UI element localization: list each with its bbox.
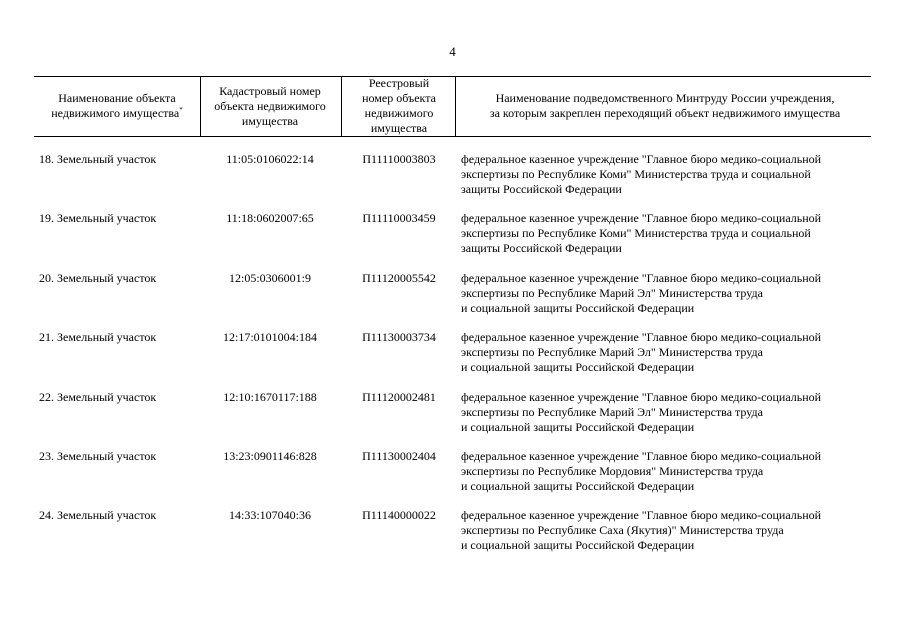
cadastral-number: 12:10:1670117:188	[223, 390, 317, 404]
institution-line: федеральное казенное учреждение "Главное бюро медико-социальной	[461, 508, 822, 522]
object-name: 19. Земельный участок	[39, 211, 157, 225]
registry-number: П11130003734	[362, 330, 436, 344]
institution-line: и социальной защиты Российской Федерации	[461, 420, 695, 434]
institution-line: защиты Российской Федерации	[461, 241, 622, 255]
cadastral-number: 12:17:0101004:184	[222, 330, 317, 344]
institution-line: экспертизы по Республике Марий Эл" Министерства труда	[461, 345, 763, 359]
table-row	[0, 271, 905, 319]
institution-line: экспертизы по Республике Коми" Министерства труда и социальной	[461, 226, 811, 240]
institution-line: экспертизы по Республике Марий Эл" Министерства труда	[461, 405, 763, 419]
header-registry-number	[344, 76, 454, 136]
institution-line: и социальной защиты Российской Федерации	[461, 479, 695, 493]
header-object-name	[34, 76, 200, 136]
institution-name	[461, 390, 871, 435]
institution-name	[461, 211, 871, 256]
institution-line: федеральное казенное учреждение "Главное бюро медико-социальной	[461, 330, 822, 344]
object-name: 21. Земельный участок	[39, 330, 157, 344]
institution-line: федеральное казенное учреждение "Главное бюро медико-социальной	[461, 211, 822, 225]
institution-line: федеральное казенное учреждение "Главное бюро медико-социальной	[461, 271, 822, 285]
registry-number: П11120002481	[362, 390, 436, 404]
institution-line: экспертизы по Республике Саха (Якутия)" Министерства труда	[461, 523, 784, 537]
cadastral-number: 12:05:0306001:9	[228, 271, 311, 285]
institution-name	[461, 152, 871, 197]
object-name: 23. Земельный участок	[39, 449, 157, 463]
header-institution-name	[459, 76, 871, 136]
institution-line: федеральное казенное учреждение "Главное бюро медико-социальной	[461, 152, 822, 166]
cadastral-number: 11:18:0602007:65	[226, 211, 314, 225]
table-header-bottom-rule	[34, 136, 871, 137]
table-row	[0, 330, 905, 378]
header-institution-line2: за которым закреплен переходящий объект недвижимого имущества	[489, 106, 841, 120]
institution-line: экспертизы по Республике Мордовия" Министерства труда	[461, 464, 764, 478]
header-registry-line1: Реестровый	[368, 76, 430, 90]
header-registry-line3: недвижимого	[364, 106, 434, 120]
header-divider	[341, 76, 342, 136]
institution-line: и социальной защиты Российской Федерации	[461, 360, 695, 374]
registry-number: П11110003459	[362, 211, 436, 225]
header-divider	[455, 76, 456, 136]
institution-line: и социальной защиты Российской Федерации	[461, 301, 695, 315]
header-divider	[200, 76, 201, 136]
object-name: 24. Земельный участок	[39, 508, 157, 522]
header-object-name-line2: недвижимого имущества*	[51, 106, 183, 120]
cadastral-number: 11:05:0106022:14	[226, 152, 314, 166]
registry-number: П11130002404	[362, 449, 436, 463]
object-name: 22. Земельный участок	[39, 390, 157, 404]
header-cadastral-line2: объекта недвижимого	[214, 98, 326, 113]
header-registry-line4: имущества	[370, 121, 428, 135]
header-institution-line1: Наименование подведомственного Минтруду России учреждения,	[495, 91, 835, 105]
header-cadastral-number	[200, 76, 340, 136]
institution-line: федеральное казенное учреждение "Главное бюро медико-социальной	[461, 449, 822, 463]
table-row	[0, 449, 905, 497]
registry-number: П11110003803	[362, 152, 436, 166]
cadastral-number: 14:33:107040:36	[228, 508, 311, 522]
institution-line: защиты Российской Федерации	[461, 182, 622, 196]
institution-name	[461, 508, 871, 553]
object-name: 20. Земельный участок	[39, 271, 157, 285]
table-row	[0, 152, 905, 200]
cadastral-number: 13:23:0901146:828	[223, 449, 317, 463]
header-cadastral-line1: Кадастровый номер	[219, 83, 321, 98]
table-row	[0, 508, 905, 556]
header-registry-line2: номер объекта	[362, 91, 436, 105]
header-cadastral-line3: имущества	[241, 113, 299, 128]
institution-name	[461, 449, 871, 494]
institution-name	[461, 271, 871, 316]
page-number: 4	[449, 44, 456, 59]
institution-name	[461, 330, 871, 375]
footnote-mark: *	[179, 106, 183, 114]
object-name: 18. Земельный участок	[39, 152, 157, 166]
institution-line: федеральное казенное учреждение "Главное бюро медико-социальной	[461, 390, 822, 404]
table-row	[0, 211, 905, 259]
registry-number: П11120005542	[362, 271, 436, 285]
registry-number: П11140000022	[362, 508, 436, 522]
institution-line: экспертизы по Республике Марий Эл" Министерства труда	[461, 286, 763, 300]
institution-line: и социальной защиты Российской Федерации	[461, 538, 695, 552]
header-object-name-line1: Наименование объекта	[58, 91, 176, 105]
table-row	[0, 390, 905, 438]
institution-line: экспертизы по Республике Коми" Министерства труда и социальной	[461, 167, 811, 181]
